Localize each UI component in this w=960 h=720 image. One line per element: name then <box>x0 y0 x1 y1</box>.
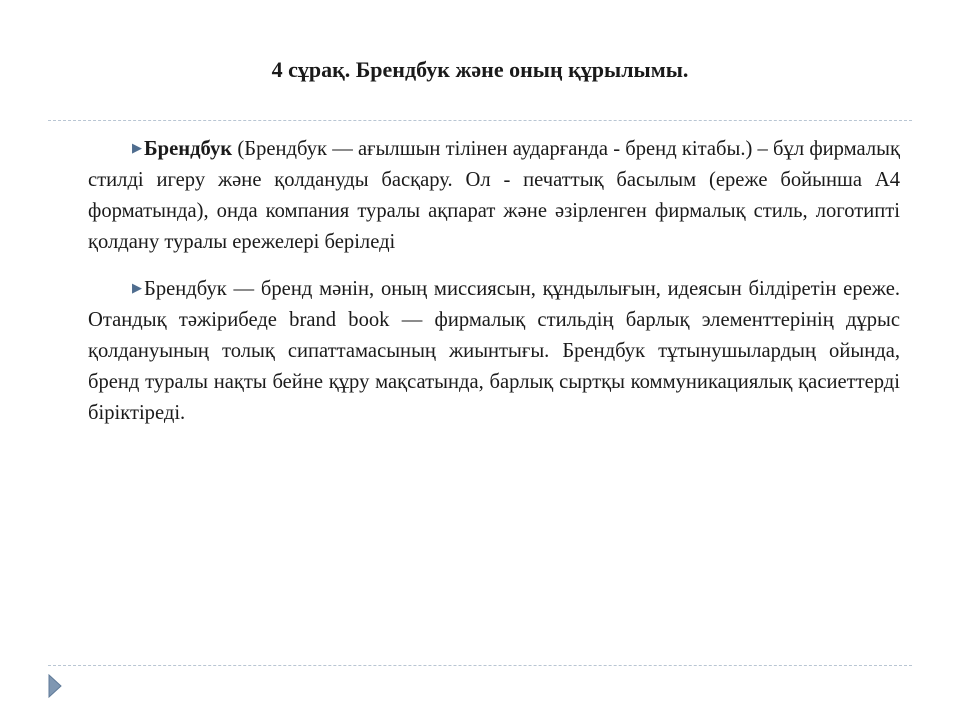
triangle-bullet-icon: ▶ <box>132 280 142 295</box>
slide-content <box>88 132 900 443</box>
top-divider <box>48 120 912 121</box>
nav-arrow-icon[interactable] <box>47 673 63 699</box>
paragraph-text: (Брендбук — ағылшын тілінен аударғанда - бренд кітабы.) – бұл фирмалық стилді игеру және қолдануды басқару. Ол - печаттық басылым (ереже бойынша А4 форматында), онда компания туралы ақпарат және әзірленген фирмалық стиль, логотипті қолдану туралы ережелері беріледі <box>88 138 900 253</box>
slide-title: 4 сұрақ. Брендбук және оның құрылымы. <box>271 57 689 82</box>
triangle-bullet-icon: ▶ <box>132 140 142 155</box>
paragraph-brandbook-definition <box>88 132 900 258</box>
paragraph-brandbook-essence <box>88 272 900 429</box>
paragraph-term: Брендбук <box>144 138 233 160</box>
paragraph-text: Брендбук — бренд мәнін, оның миссиясын, құндылығын, идеясын білдіретін ереже. Отандық тәжірибеде brand book — фирмалық стильдің барлық элементтерінің дұрыс қолдануының толық сипаттамасының жиынтығы. Брендбук тұтынушылардың ойында, бренд туралы нақты бейне құру мақсатында, барлық сыртқы коммуникациялық қасиеттерді біріктіреді. <box>88 278 900 424</box>
bottom-divider <box>48 665 912 666</box>
